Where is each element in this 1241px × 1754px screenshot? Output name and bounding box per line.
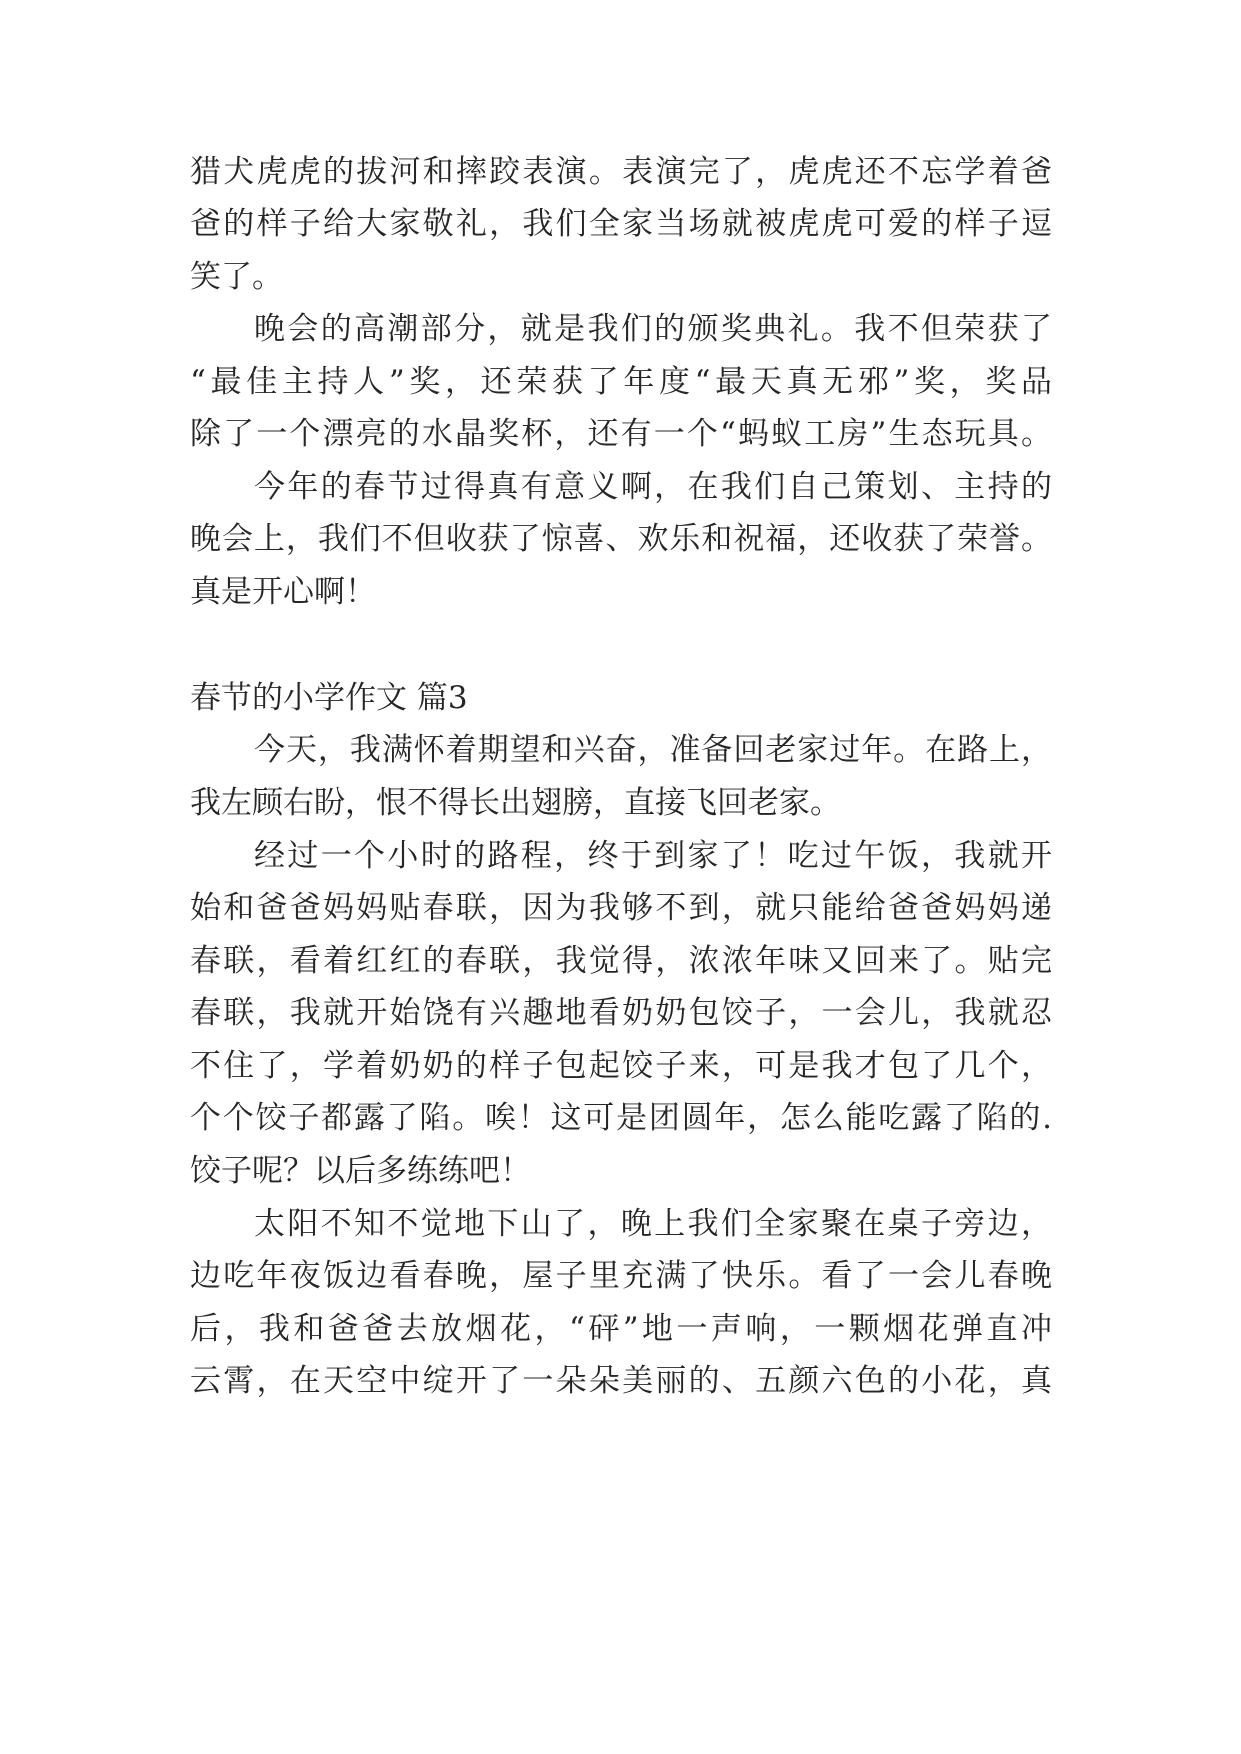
paragraph-line: 春联，看着红红的春联，我觉得，浓浓年味又回来了。贴完 <box>190 943 1052 979</box>
paragraph-line: 我左顾右盼，恨不得长出翅膀，直接飞回老家。 <box>190 785 841 821</box>
paragraph-line: 今年的春节过得真有意义啊，在我们自己策划、主持的 <box>254 469 1052 505</box>
paragraph-line: 饺子呢？以后多练练吧！ <box>190 1153 531 1189</box>
paragraph-line: 边吃年夜饭边看春晚，屋子里充满了快乐。看了一会儿春晚 <box>190 1258 1052 1294</box>
paragraph-line: 经过一个小时的路程，终于到家了！吃过午饭，我就开 <box>254 838 1052 874</box>
paragraph-line: 晚会上，我们不但收获了惊喜、欢乐和祝福，还收获了荣誉。 <box>190 521 1052 557</box>
paragraph-line: 除了一个漂亮的水晶奖杯，还有一个“蚂蚁工房”生态玩具。 <box>190 416 1052 452</box>
paragraph-line: 春联，我就开始饶有兴趣地看奶奶包饺子，一会儿，我就忍 <box>190 995 1052 1031</box>
paragraph-line: 晚会的高潮部分，就是我们的颁奖典礼。我不但荣获了 <box>254 311 1052 347</box>
paragraph-line: 猎犬虎虎的拔河和摔跤表演。表演完了，虎虎还不忘学着爸 <box>190 154 1052 190</box>
paragraph-line: 始和爸爸妈妈贴春联，因为我够不到，就只能给爸爸妈妈递 <box>190 890 1052 926</box>
paragraph-line: 笑了。 <box>190 259 283 295</box>
paragraph-line: 云霄，在天空中绽开了一朵朵美丽的、五颜六色的小花，真 <box>190 1363 1052 1399</box>
paragraph-line: 真是开心啊！ <box>190 574 376 610</box>
paragraph-line: 不住了，学着奶奶的样子包起饺子来，可是我才包了几个， <box>190 1048 1052 1084</box>
paragraph-line: 后，我和爸爸去放烟花，“砰”地一声响，一颗烟花弹直冲 <box>190 1311 1052 1347</box>
paragraph-line: 爸的样子给大家敬礼，我们全家当场就被虎虎可爱的样子逗 <box>190 206 1052 242</box>
paragraph-line: 今天，我满怀着期望和兴奋，准备回老家过年。在路上， <box>254 732 1052 768</box>
paragraph-line: 太阳不知不觉地下山了，晚上我们全家聚在桌子旁边， <box>254 1206 1052 1242</box>
paragraph-line: 个个饺子都露了陷。唉！这可是团圆年，怎么能吃露了陷的. <box>190 1100 1052 1136</box>
section-title: 春节的小学作文 篇3 <box>190 680 468 716</box>
paragraph-line: “最佳主持人”奖，还荣获了年度“最天真无邪”奖，奖品 <box>190 364 1052 400</box>
